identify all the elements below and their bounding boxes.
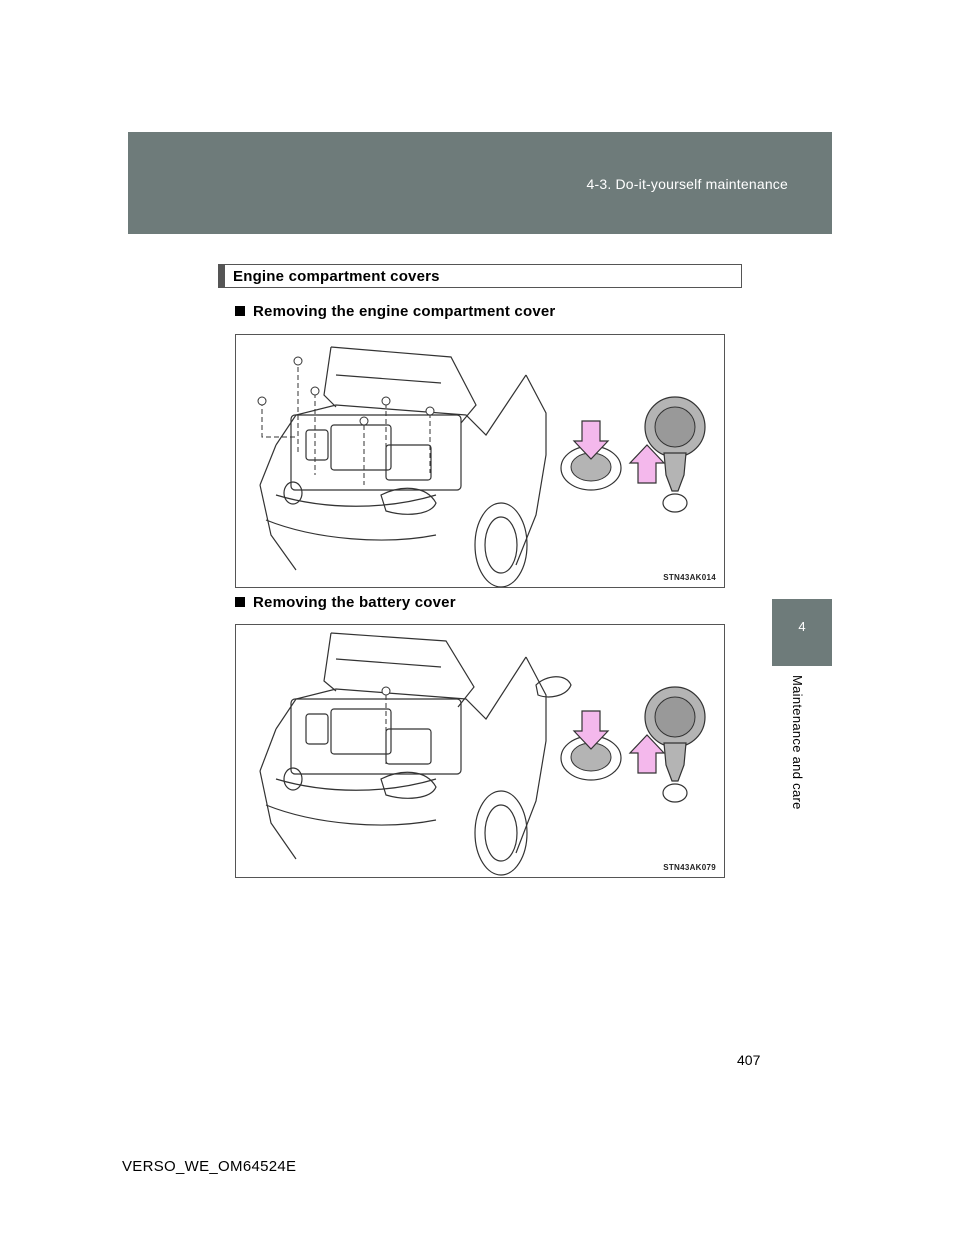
figure-code: STN43AK079 — [663, 863, 716, 872]
chapter-title: Maintenance and care — [790, 675, 805, 810]
page-number: 407 — [737, 1052, 761, 1068]
clip-pull-icon — [630, 397, 705, 512]
header-section-title: 4-3. Do-it-yourself maintenance — [586, 176, 788, 192]
section-heading — [218, 264, 742, 288]
figure-battery-cover — [235, 624, 725, 878]
clip-pull-icon — [630, 687, 705, 802]
section-heading-bar — [219, 265, 225, 287]
car-engine-illustration — [236, 335, 725, 588]
square-bullet-icon — [235, 306, 245, 316]
subsection-title-text: Removing the engine compartment cover — [253, 303, 556, 320]
section-heading-text: Engine compartment covers — [233, 268, 440, 285]
chapter-tab — [772, 599, 832, 665]
chapter-number: 4 — [798, 619, 806, 634]
figure-engine-cover — [235, 334, 725, 588]
square-bullet-icon — [235, 597, 245, 607]
subsection-title-engine-cover — [235, 303, 555, 320]
car-battery-illustration — [236, 625, 725, 878]
subsection-title-text: Removing the battery cover — [253, 594, 456, 611]
header-band — [128, 132, 832, 234]
document-code: VERSO_WE_OM64524E — [122, 1158, 297, 1175]
subsection-title-battery-cover — [235, 594, 456, 611]
figure-code: STN43AK014 — [663, 573, 716, 582]
clip-push-icon — [561, 711, 621, 780]
chapter-tab-divider — [772, 665, 832, 666]
clip-push-icon — [561, 421, 621, 490]
